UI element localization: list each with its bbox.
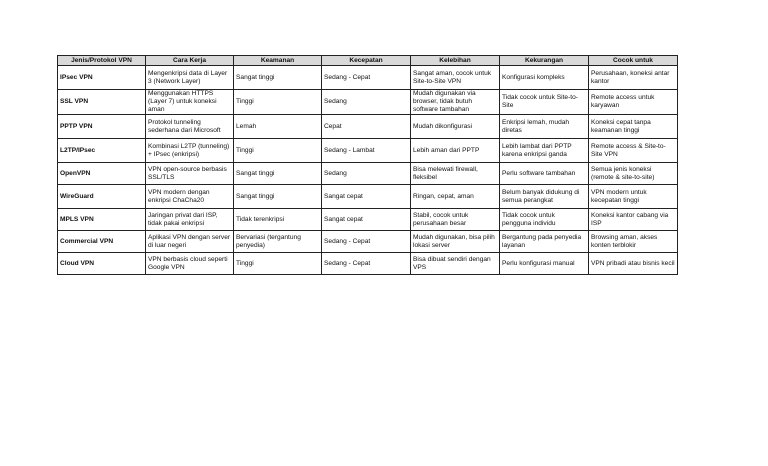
suitable-for-cell: Perusahaan, koneksi antar kantor [589, 66, 678, 90]
security-cell: Tinggi [234, 253, 322, 275]
suitable-for-cell: Remote access untuk karyawan [589, 90, 678, 115]
security-cell: Tidak terenkripsi [234, 209, 322, 231]
how-it-works-cell: Jaringan privat dari ISP, tidak pakai enkripsi [146, 209, 234, 231]
advantages-cell: Lebih aman dari PPTP [411, 139, 500, 163]
speed-cell: Sedang [322, 90, 411, 115]
suitable-for-cell: Koneksi kantor cabang via ISP [589, 209, 678, 231]
disadvantages-cell: Perlu software tambahan [500, 163, 589, 185]
how-it-works-cell: Aplikasi VPN dengan server di luar negeri [146, 231, 234, 253]
disadvantages-cell: Konfigurasi kompleks [500, 66, 589, 90]
table-row [58, 231, 678, 253]
protocol-cell: SSL VPN [58, 90, 146, 115]
advantages-cell: Bisa melewati firewall, fleksibel [411, 163, 500, 185]
table-row [58, 90, 678, 115]
table-row [58, 185, 678, 209]
vpn-comparison-table [57, 55, 678, 275]
header-speed: Kecepatan [322, 56, 411, 66]
header-advantages: Kelebihan [411, 56, 500, 66]
suitable-for-cell: Semua jenis koneksi (remote & site-to-site) [589, 163, 678, 185]
disadvantages-cell: Bergantung pada penyedia layanan [500, 231, 589, 253]
protocol-cell: PPTP VPN [58, 115, 146, 139]
protocol-cell: WireGuard [58, 185, 146, 209]
disadvantages-cell: Enkripsi lemah, mudah diretas [500, 115, 589, 139]
security-cell: Sangat tinggi [234, 66, 322, 90]
header-disadvantages: Kekurangan [500, 56, 589, 66]
suitable-for-cell: VPN pribadi atau bisnis kecil [589, 253, 678, 275]
security-cell: Lemah [234, 115, 322, 139]
speed-cell: Cepat [322, 115, 411, 139]
header-security: Keamanan [234, 56, 322, 66]
how-it-works-cell: VPN berbasis cloud seperti Google VPN [146, 253, 234, 275]
table-row [58, 163, 678, 185]
protocol-cell: Cloud VPN [58, 253, 146, 275]
how-it-works-cell: VPN modern dengan enkripsi ChaCha20 [146, 185, 234, 209]
advantages-cell: Sangat aman, cocok untuk Site-to-Site VPN [411, 66, 500, 90]
protocol-cell: OpenVPN [58, 163, 146, 185]
disadvantages-cell: Belum banyak didukung di semua perangkat [500, 185, 589, 209]
table-row [58, 139, 678, 163]
how-it-works-cell: Protokol tunneling sederhana dari Microsoft [146, 115, 234, 139]
suitable-for-cell: Remote access & Site-to-Site VPN [589, 139, 678, 163]
header-row [58, 56, 678, 66]
protocol-cell: MPLS VPN [58, 209, 146, 231]
table-row [58, 115, 678, 139]
advantages-cell: Bisa dibuat sendiri dengan VPS [411, 253, 500, 275]
speed-cell: Sedang [322, 163, 411, 185]
how-it-works-cell: VPN open-source berbasis SSL/TLS [146, 163, 234, 185]
advantages-cell: Mudah dikonfigurasi [411, 115, 500, 139]
speed-cell: Sedang - Cepat [322, 66, 411, 90]
security-cell: Sangat tinggi [234, 163, 322, 185]
suitable-for-cell: Browsing aman, akses konten terblokir [589, 231, 678, 253]
security-cell: Sangat tinggi [234, 185, 322, 209]
speed-cell: Sangat cepat [322, 185, 411, 209]
disadvantages-cell: Tidak cocok untuk Site-to-Site [500, 90, 589, 115]
protocol-cell: IPsec VPN [58, 66, 146, 90]
speed-cell: Sedang - Cepat [322, 231, 411, 253]
table-row [58, 66, 678, 90]
speed-cell: Sedang - Cepat [322, 253, 411, 275]
header-how-it-works: Cara Kerja [146, 56, 234, 66]
how-it-works-cell: Menggunakan HTTPS (Layer 7) untuk koneksi aman [146, 90, 234, 115]
suitable-for-cell: VPN modern untuk kecepatan tinggi [589, 185, 678, 209]
advantages-cell: Mudah digunakan, bisa pilih lokasi server [411, 231, 500, 253]
advantages-cell: Stabil, cocok untuk perusahaan besar [411, 209, 500, 231]
disadvantages-cell: Lebih lambat dari PPTP karena enkripsi ganda [500, 139, 589, 163]
protocol-cell: Commercial VPN [58, 231, 146, 253]
disadvantages-cell: Perlu konfigurasi manual [500, 253, 589, 275]
advantages-cell: Mudah digunakan via browser, tidak butuh software tambahan [411, 90, 500, 115]
security-cell: Bervariasi (tergantung penyedia) [234, 231, 322, 253]
header-protocol: Jenis/Protokol VPN [58, 56, 146, 66]
speed-cell: Sangat cepat [322, 209, 411, 231]
table-row [58, 209, 678, 231]
security-cell: Tinggi [234, 139, 322, 163]
suitable-for-cell: Koneksi cepat tanpa keamanan tinggi [589, 115, 678, 139]
table-row [58, 253, 678, 275]
speed-cell: Sedang - Lambat [322, 139, 411, 163]
advantages-cell: Ringan, cepat, aman [411, 185, 500, 209]
how-it-works-cell: Kombinasi L2TP (tunneling) + IPsec (enkripsi) [146, 139, 234, 163]
protocol-cell: L2TP/IPsec [58, 139, 146, 163]
disadvantages-cell: Tidak cocok untuk pengguna individu [500, 209, 589, 231]
security-cell: Tinggi [234, 90, 322, 115]
how-it-works-cell: Mengenkripsi data di Layer 3 (Network Layer) [146, 66, 234, 90]
header-suitable-for: Cocok untuk [589, 56, 678, 66]
